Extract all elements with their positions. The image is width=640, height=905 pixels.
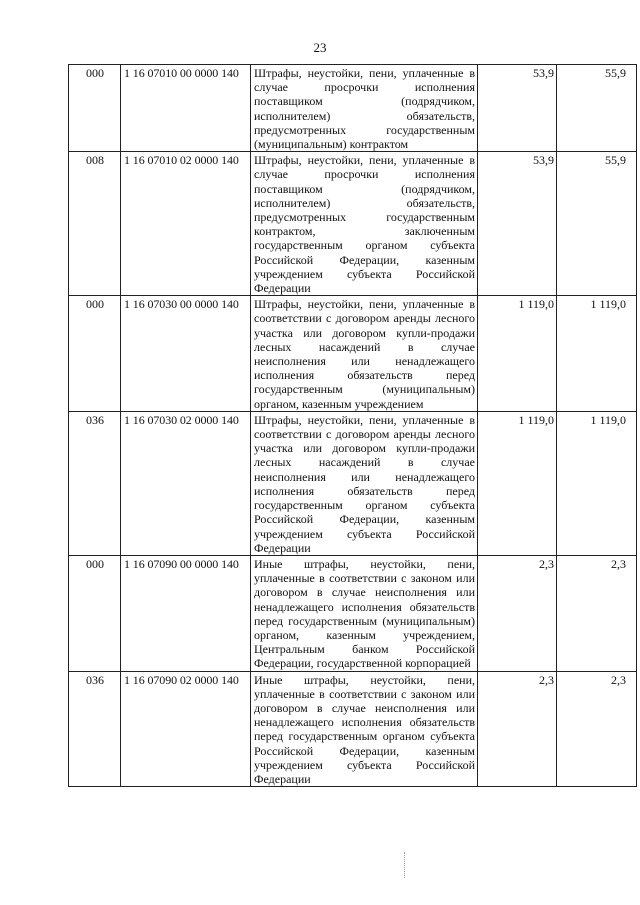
admin-code-cell: 000 — [69, 296, 121, 412]
amount-year-1-cell: 1 119,0 — [478, 296, 557, 412]
kbk-code-cell: 1 16 07030 02 0000 140 — [121, 411, 251, 555]
table-row — [69, 65, 637, 152]
amount-year-2-cell: 2,3 — [557, 555, 637, 671]
page-number: 23 — [313, 40, 327, 55]
budget-table — [68, 64, 637, 787]
kbk-code-cell: 1 16 07030 00 0000 140 — [121, 296, 251, 412]
table-row — [69, 555, 637, 671]
income-name-cell: Иные штрафы, неустойки, пени, уплаченные в соответствии с законом или договором в случае неисполнения или ненадлежащего исполнения обязательств перед государственным (муниципальным) органом, казенным учреждением, Центральным банком Российской Федерации, государственной корпорацией — [251, 555, 478, 671]
table-row — [69, 152, 637, 296]
income-name-cell: Штрафы, неустойки, пени, уплаченные в соответствии с договором аренды лесного участка или договором купли-продажи лесных насаждений в случае неисполнения или ненадлежащего исполнения обязательств перед государственным (муниципальным) органом, казенным учреждением — [251, 296, 478, 412]
amount-year-2-cell: 1 119,0 — [557, 411, 637, 555]
kbk-code-cell: 1 16 07090 02 0000 140 — [121, 671, 251, 787]
admin-code-cell: 036 — [69, 671, 121, 787]
amount-year-2-cell: 1 119,0 — [557, 296, 637, 412]
admin-code-cell: 000 — [69, 65, 121, 152]
income-name-cell: Штрафы, неустойки, пени, уплаченные в соответствии с договором аренды лесного участка или договором купли-продажи лесных насаждений в случае неисполнения или ненадлежащего исполнения обязательств перед государственным органом субъекта Российской Федерации, казенным учреждением субъекта Российской Федерации — [251, 411, 478, 555]
amount-year-1-cell: 53,9 — [478, 65, 557, 152]
table-row — [69, 411, 637, 555]
amount-year-2-cell: 55,9 — [557, 65, 637, 152]
admin-code-cell: 000 — [69, 555, 121, 671]
kbk-code-cell: 1 16 07090 00 0000 140 — [121, 555, 251, 671]
admin-code-cell: 036 — [69, 411, 121, 555]
table-row — [69, 671, 637, 787]
kbk-code-cell: 1 16 07010 00 0000 140 — [121, 65, 251, 152]
amount-year-1-cell: 2,3 — [478, 555, 557, 671]
table-row — [69, 296, 637, 412]
amount-year-1-cell: 53,9 — [478, 152, 557, 296]
admin-code-cell: 008 — [69, 152, 121, 296]
amount-year-1-cell: 2,3 — [478, 671, 557, 787]
income-name-cell: Иные штрафы, неустойки, пени, уплаченные в соответствии с законом или договором в случае неисполнения или ненадлежащего исполнения обязательств перед государственным органом субъекта Российской Федерации, казенным учреждением субъекта Российской Федерации — [251, 671, 478, 787]
kbk-code-cell: 1 16 07010 02 0000 140 — [121, 152, 251, 296]
income-name-cell: Штрафы, неустойки, пени, уплаченные в случае просрочки исполнения поставщиком (подрядчиком, исполнителем) обязательств, предусмотренных государственным (муниципальным) контрактом — [251, 65, 478, 152]
amount-year-2-cell: 55,9 — [557, 152, 637, 296]
amount-year-1-cell: 1 119,0 — [478, 411, 557, 555]
amount-year-2-cell: 2,3 — [557, 671, 637, 787]
budget-table-body — [69, 65, 637, 787]
income-name-cell: Штрафы, неустойки, пени, уплаченные в случае просрочки исполнения поставщиком (подрядчиком, исполнителем) обязательств, предусмотренных государственным контрактом, заключенным государственным органом субъекта Российской Федерации, казенным учреждением субъекта Российской Федерации — [251, 152, 478, 296]
scan-artifact-mark — [404, 852, 407, 878]
